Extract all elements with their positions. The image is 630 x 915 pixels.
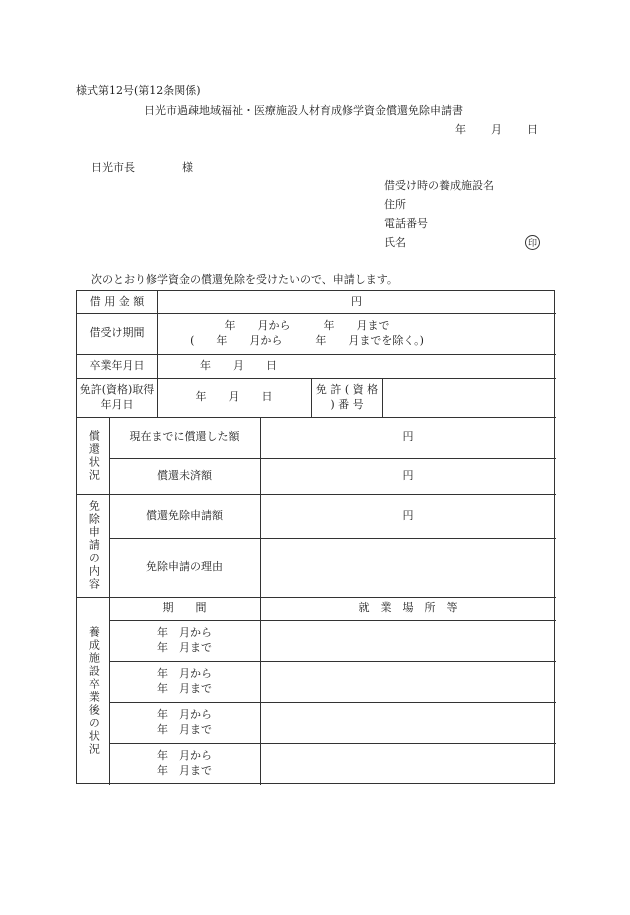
addressee-name: 日光市長	[91, 161, 135, 174]
period-from: 年 月から	[157, 625, 212, 639]
loan-amount-label: 借 用 金 額	[89, 294, 145, 308]
date-month: 月	[491, 123, 502, 136]
period-row	[109, 743, 260, 785]
facility-label: 借受け時の養成施設名	[384, 179, 494, 192]
date-day: 日	[527, 123, 538, 136]
period-to: 年 月まで	[157, 640, 212, 654]
repaid-unit: 円	[402, 430, 414, 444]
loan-period-value	[157, 313, 457, 354]
license-date-label: 免許(資格)取得年月日	[79, 382, 155, 411]
addressee-honorific: 様	[182, 161, 193, 174]
graduation-label: 卒業年月日	[89, 358, 145, 372]
exempt-reason-label: 免除申請の理由	[146, 560, 223, 574]
name-label: 氏名	[384, 236, 406, 249]
seal-mark: 印	[525, 235, 540, 250]
license-number-label: 免 許 ( 資 格 ) 番 号	[315, 382, 379, 411]
form-number: 様式第12号(第12条関係)	[76, 84, 201, 97]
period-to: 年 月まで	[157, 722, 212, 736]
unpaid-label: 償還未済額	[157, 468, 212, 482]
loan-period-label: 借受け期間	[89, 326, 145, 340]
loan-period-line2: ( 年 月から 年 月までを除く。)	[190, 333, 424, 347]
loan-period-line1: 年 月から 年 月まで	[224, 318, 390, 332]
phone-label: 電話番号	[384, 217, 428, 230]
loan-amount-unit: 円	[351, 294, 362, 308]
period-from: 年 月から	[157, 666, 212, 680]
license-date-value: 年 月 日	[195, 390, 273, 404]
exempt-reason-value[interactable]	[260, 538, 556, 597]
application-table	[76, 290, 555, 784]
period-to: 年 月まで	[157, 681, 212, 695]
exempt-amount-label: 償還免除申請額	[146, 508, 223, 522]
period-from: 年 月から	[157, 749, 212, 763]
period-row	[109, 661, 260, 702]
period-to: 年 月まで	[157, 764, 212, 777]
period-header: 期 間	[162, 601, 207, 615]
form-title: 日光市過疎地域福祉・医療施設人材育成修学資金償還免除申請書	[144, 104, 463, 117]
period-from: 年 月から	[157, 707, 212, 721]
unpaid-unit: 円	[402, 468, 414, 482]
exempt-amount-unit: 円	[402, 508, 414, 522]
workplace-header: 就 業 場 所 等	[358, 601, 458, 615]
license-number-value[interactable]	[382, 378, 556, 417]
intro-text: 次のとおり修学資金の償還免除を受けたいので、申請します。	[91, 273, 398, 286]
address-label: 住所	[384, 198, 406, 211]
repaid-label: 現在までに償還した額	[129, 430, 240, 444]
date-year: 年	[455, 123, 466, 136]
period-row	[109, 620, 260, 661]
after-grad-label: 養成施設卒業後の状況	[87, 626, 101, 756]
repay-status-label: 償還状況	[87, 429, 101, 482]
period-row	[109, 702, 260, 743]
exempt-content-label: 免除申請の内容	[87, 500, 101, 591]
graduation-value: 年 月 日	[200, 358, 277, 372]
